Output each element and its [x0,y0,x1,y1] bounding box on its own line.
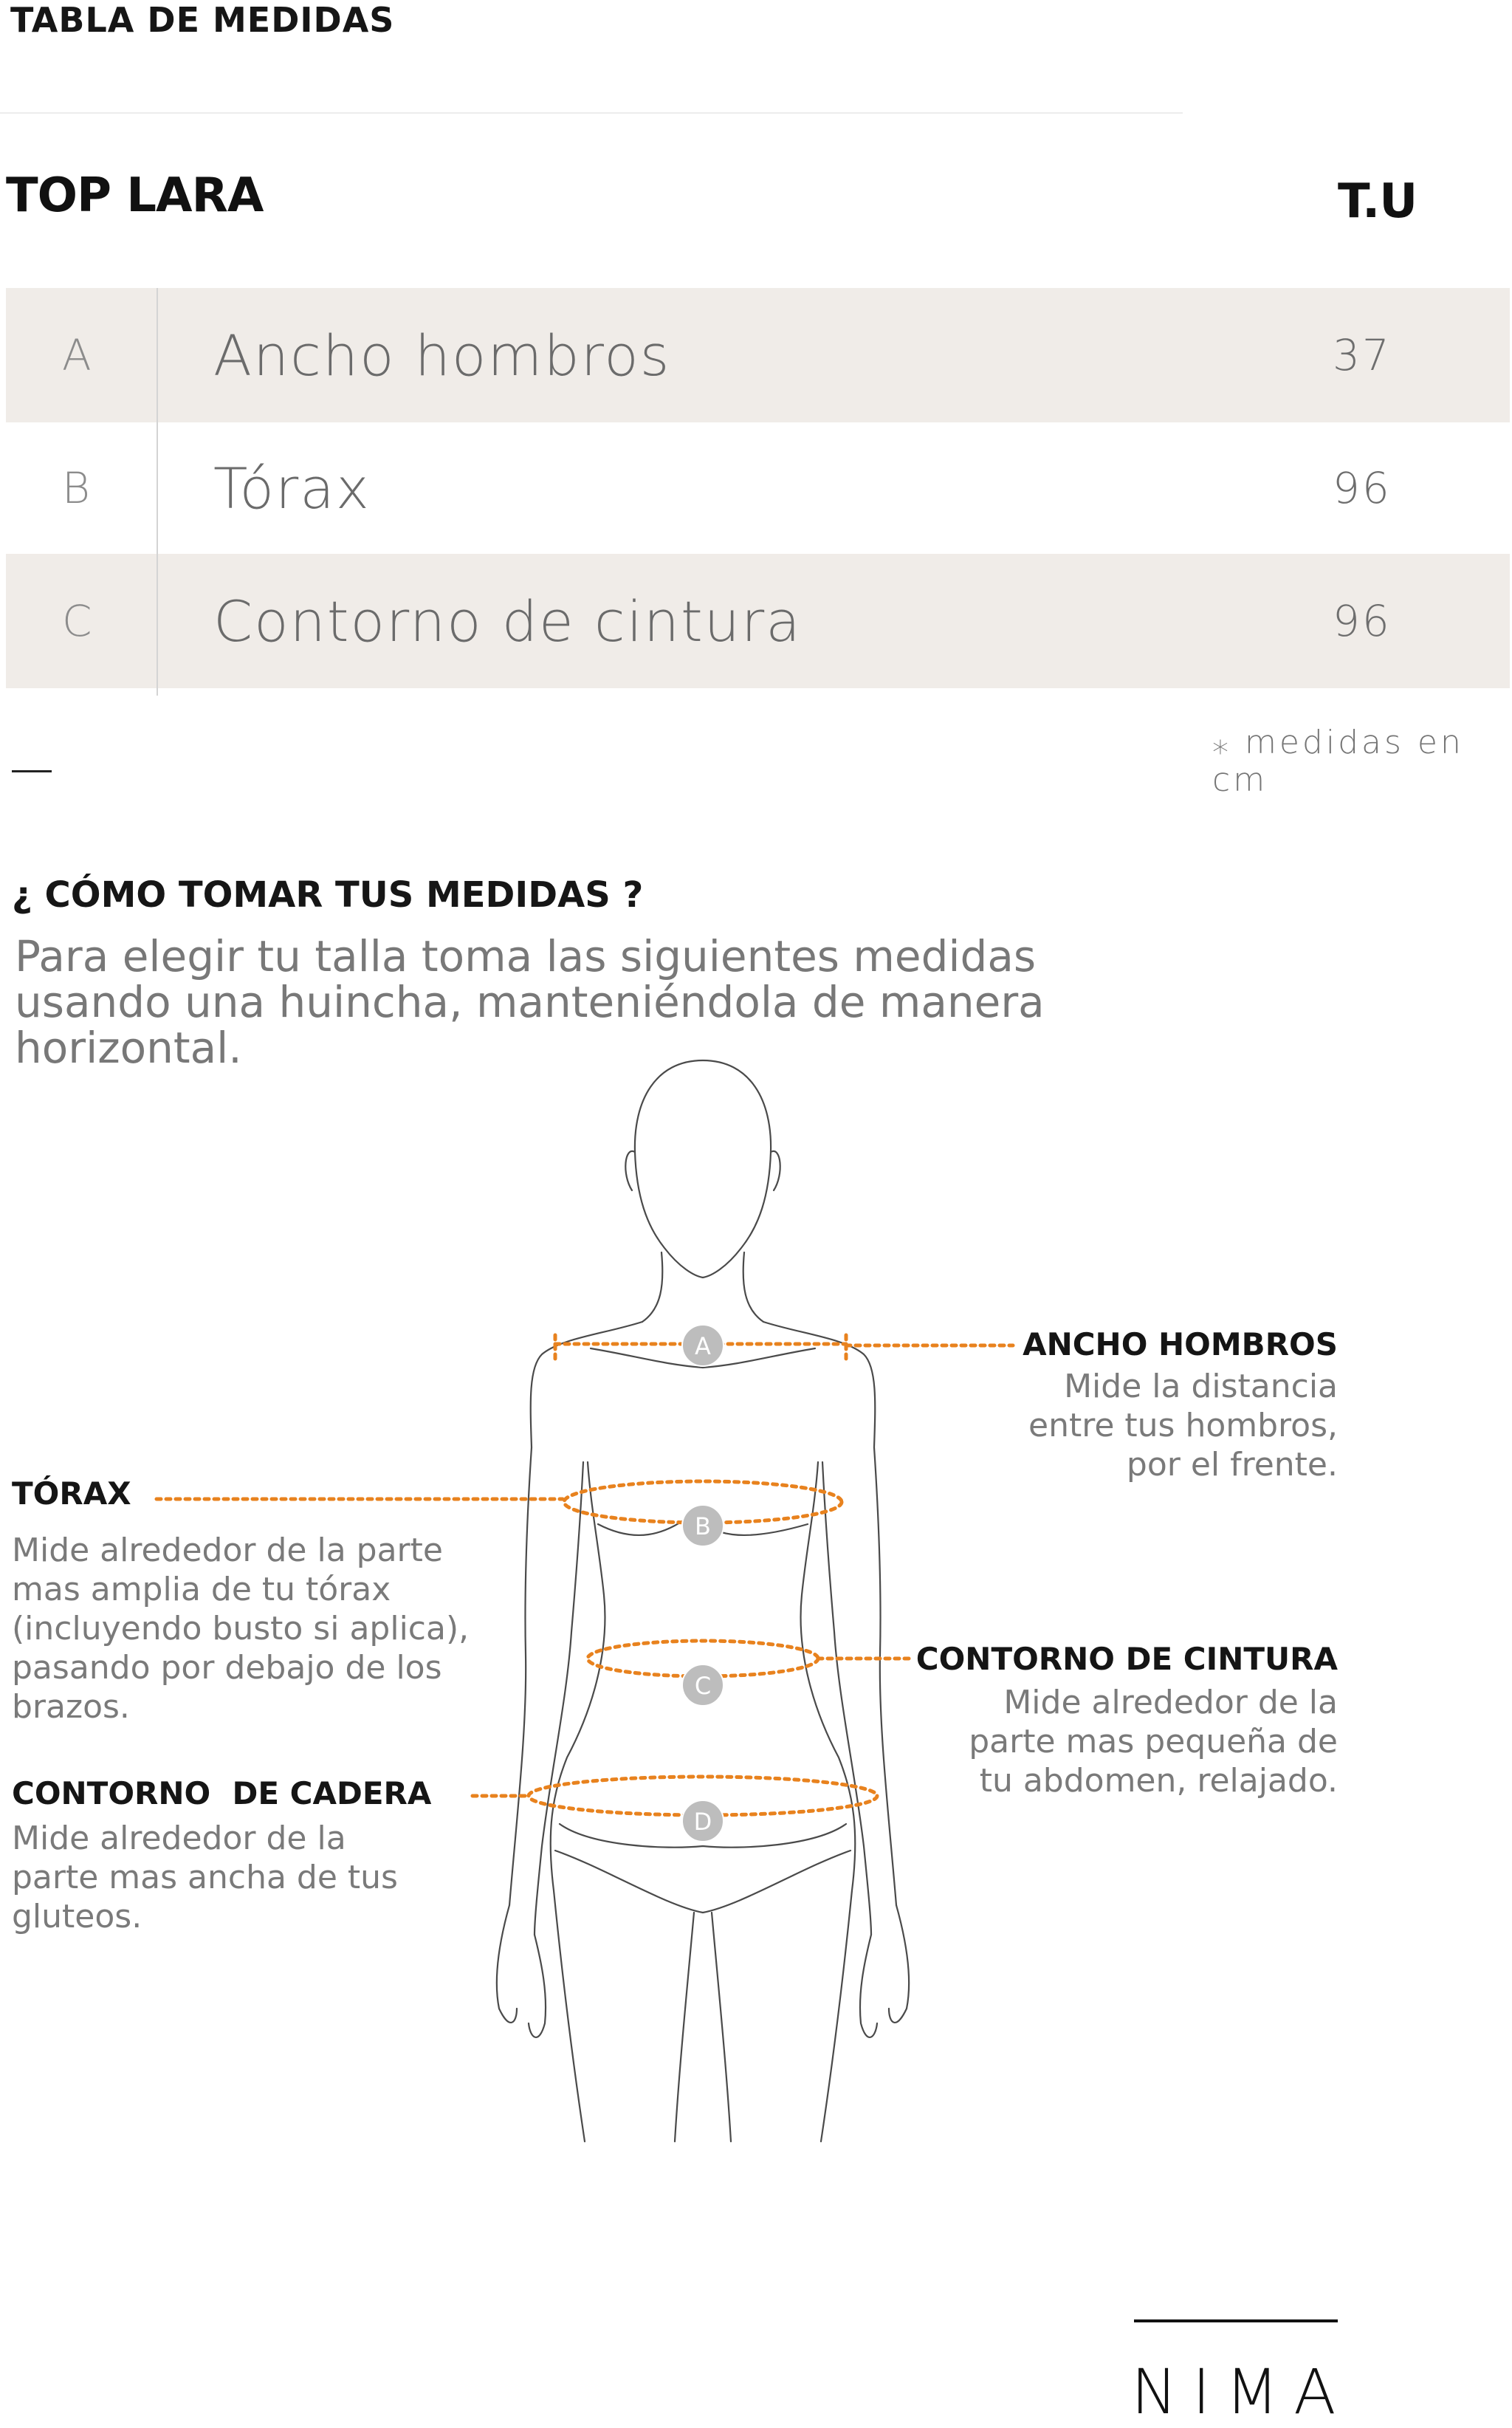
guide-cadera [12,1775,470,1936]
row-label: Ancho hombros [213,322,671,388]
brand-logo: NIMA [1131,2356,1351,2428]
marker-c: C [694,1672,712,1700]
row-label: Contorno de cintura [213,588,802,654]
product-name: TOP LARA [6,168,264,223]
row-letter: C [62,596,92,646]
marker-b: B [695,1512,711,1540]
guide-body: Mide alrededor de la parte mas ancha de tus gluteos. [12,1820,398,1935]
howto-text: Para elegir tu talla toma las siguientes medidas usando una huincha, manteniéndola de manera horizontal. [15,931,1045,1073]
marker-a: A [695,1332,711,1360]
howto-title: ¿ CÓMO TOMAR TUS MEDIDAS ? [12,874,644,916]
row-value: 37 [1333,330,1392,380]
marker-d: D [693,1808,712,1836]
guide-body: Mide alrededor de la parte mas amplia de tu tórax (incluyendo busto si aplica), pasando por debajo de los brazos. [12,1532,470,1726]
row-label: Tórax [213,455,371,521]
row-value: 96 [1333,463,1392,513]
guide-title: CONTORNO DE CADERA [12,1775,432,1811]
guide-cintura [871,1641,1338,1800]
row-letter: A [62,330,92,380]
guide-ancho-hombros [915,1326,1338,1484]
guide-title: CONTORNO DE CINTURA [915,1641,1338,1677]
guide-title: ANCHO HOMBROS [1023,1326,1338,1362]
guide-body: Mide la distancia entre tus hombros, por el frente. [1028,1368,1338,1484]
guide-body: Mide alrededor de la parte mas pequeña de tu abdomen, relajado. [969,1684,1338,1800]
row-letter: B [62,463,90,513]
guide-title: TÓRAX [12,1475,131,1512]
logo-rule [1134,2319,1338,2322]
size-column-header: T.U [1338,174,1418,229]
units-note: ⁎ medidas en cm [1212,724,1464,799]
page-title: TABLA DE MEDIDAS [10,0,395,40]
guide-torax [12,1475,514,1726]
row-value: 96 [1333,596,1392,646]
